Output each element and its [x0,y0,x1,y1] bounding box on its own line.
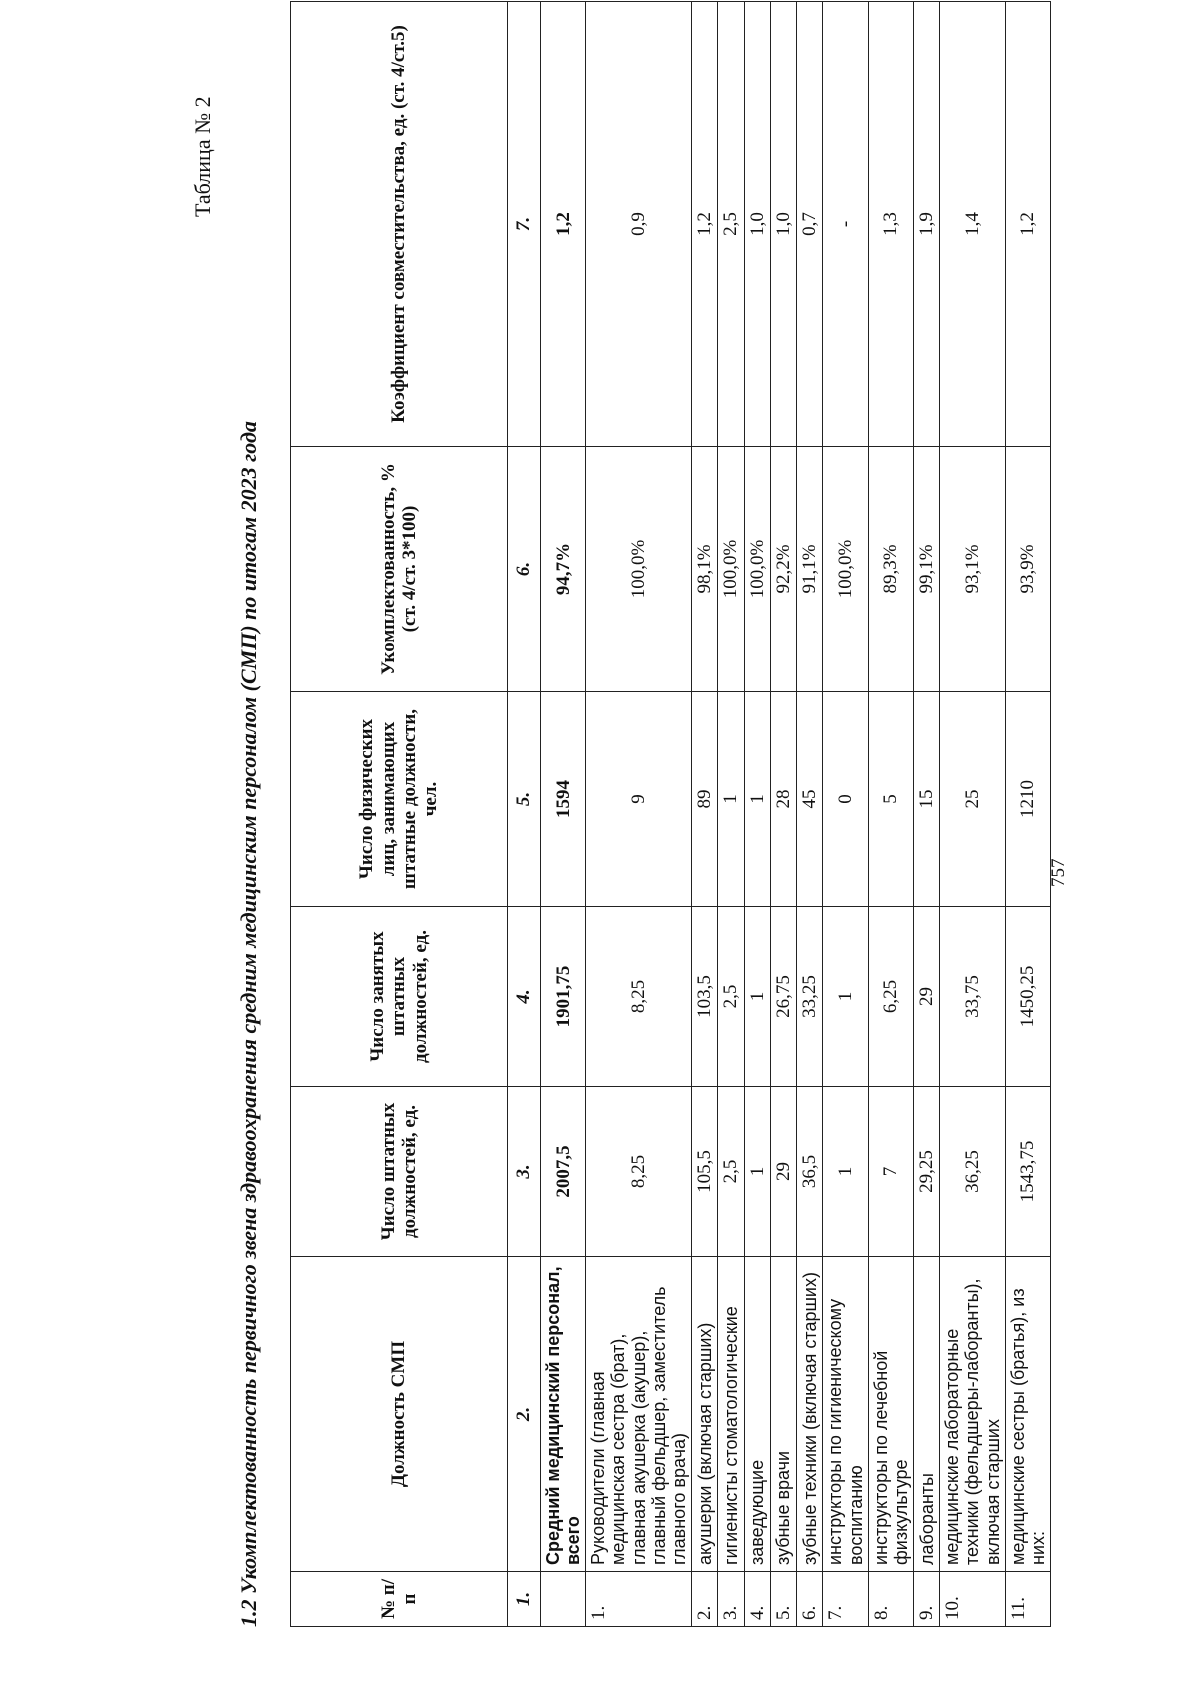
row-position-name: зубные техники (включая старших) [797,1257,823,1572]
row-occupied: 33,75 [940,907,1005,1087]
row-staffing: 99,1% [914,447,940,692]
row-coefficient: 2,5 [718,2,744,447]
row-position-name: гигиенисты стоматологические [718,1257,744,1572]
row-occupied: 26,75 [770,907,796,1087]
table-row [718,2,744,1627]
row-occupied: 33,25 [797,907,823,1087]
row-staff: 1 [744,1087,770,1257]
column-number: 3. [508,1087,541,1257]
column-number: 2. [508,1257,541,1572]
row-staff: 7 [868,1087,913,1257]
table-row [914,2,940,1627]
table-row [770,2,796,1627]
table-row [940,2,1005,1627]
row-staff: 1543,75 [1005,1087,1050,1257]
row-staff: 8,25 [586,1087,692,1257]
staffing-table [290,1,1051,1627]
total-name: Средний медицинский персонал, всего [541,1257,586,1572]
row-num: 10. [940,1572,1005,1627]
row-occupied: 6,25 [868,907,913,1087]
row-position-name: акушерки (включая старших) [692,1257,718,1572]
row-coefficient: 0,9 [586,2,692,447]
table-row [797,2,823,1627]
row-staffing: 93,9% [1005,447,1050,692]
row-num: 3. [718,1572,744,1627]
header-staffing-percent: Укомплектованность, % (ст. 4/ст. 3*100) [291,447,508,692]
table-row [823,2,868,1627]
row-num: 6. [797,1572,823,1627]
row-num: 2. [692,1572,718,1627]
header-position: Должность СМП [291,1257,508,1572]
row-num: 9. [914,1572,940,1627]
row-num: 1. [586,1572,692,1627]
total-coefficient: 1,2 [541,2,586,447]
row-position-name: медицинские лабораторные техники (фельдшеры-лаборанты), включая старших [940,1257,1005,1572]
row-persons: 15 [914,692,940,907]
header-coefficient: Коэффициент совместительства, ед. (ст. 4/ст.5) [291,2,508,447]
row-persons: 1 [744,692,770,907]
table-row [868,2,913,1627]
header-persons: Число физических лиц, занимающих штатные должности, чел. [291,692,508,907]
column-number: 1. [508,1572,541,1627]
row-staffing: 98,1% [692,447,718,692]
column-number-row [508,2,541,1627]
row-staff: 105,5 [692,1087,718,1257]
row-coefficient: 1,2 [692,2,718,447]
row-persons: 1210 [1005,692,1050,907]
row-staffing: 89,3% [868,447,913,692]
row-position-name: медицинские сестры (братья), из них: [1005,1257,1050,1572]
total-staffing: 94,7% [541,447,586,692]
row-staffing: 100,0% [718,447,744,692]
row-occupied: 103,5 [692,907,718,1087]
table-row [1005,2,1050,1627]
row-occupied: 8,25 [586,907,692,1087]
row-persons: 28 [770,692,796,907]
table-number: Таблица № 2 [190,96,215,217]
row-persons: 0 [823,692,868,907]
row-staff: 29 [770,1087,796,1257]
row-persons: 9 [586,692,692,907]
row-num: 4. [744,1572,770,1627]
row-position-name: лаборанты [914,1257,940,1572]
row-num: 5. [770,1572,796,1627]
row-staffing: 91,1% [797,447,823,692]
row-coefficient: 1,2 [1005,2,1050,447]
row-position-name: инструкторы по лечебной физкультуре [868,1257,913,1572]
row-position-name: инструкторы по гигиеническому воспитанию [823,1257,868,1572]
document-title: 1.2 Укомплектованность первичного звена здравоохранения средним медицинским персоналом (СМП) по итогам 2023 года [236,421,261,1627]
table-row [586,2,692,1627]
row-staff: 36,5 [797,1087,823,1257]
column-number: 5. [508,692,541,907]
total-row [541,2,586,1627]
row-occupied: 29 [914,907,940,1087]
total-staff: 2007,5 [541,1087,586,1257]
row-coefficient: 1,3 [868,2,913,447]
row-occupied: 1 [744,907,770,1087]
row-coefficient: 1,9 [914,2,940,447]
row-staffing: 92,2% [770,447,796,692]
row-staff: 29,25 [914,1087,940,1257]
row-staff: 1 [823,1087,868,1257]
row-num: 8. [868,1572,913,1627]
row-staff: 2,5 [718,1087,744,1257]
row-persons: 89 [692,692,718,907]
row-persons: 5 [868,692,913,907]
row-staffing: 100,0% [823,447,868,692]
row-staffing: 100,0% [744,447,770,692]
row-coefficient: 1,0 [770,2,796,447]
total-persons: 1594 [541,692,586,907]
row-coefficient: 1,4 [940,2,1005,447]
row-position-name: Руководители (главная медицинская сестра (брат), главная акушерка (акушер), главный фельдшер, заместитель главного врача) [586,1257,692,1572]
row-occupied: 1 [823,907,868,1087]
row-occupied: 1450,25 [1005,907,1050,1087]
table-row [744,2,770,1627]
total-num [541,1572,586,1627]
column-number: 4. [508,907,541,1087]
row-position-name: заведующие [744,1257,770,1572]
row-coefficient: - [823,2,868,447]
page-number: 757 [1048,858,1069,887]
header-num: № п/п [291,1572,508,1627]
row-occupied: 2,5 [718,907,744,1087]
column-number: 6. [508,447,541,692]
row-coefficient: 1,0 [744,2,770,447]
row-staffing: 93,1% [940,447,1005,692]
row-persons: 25 [940,692,1005,907]
row-staffing: 100,0% [586,447,692,692]
row-num: 11. [1005,1572,1050,1627]
row-position-name: зубные врачи [770,1257,796,1572]
row-coefficient: 0,7 [797,2,823,447]
header-occupied-positions: Число занятых штатных должностей, ед. [291,907,508,1087]
row-staff: 36,25 [940,1087,1005,1257]
row-persons: 1 [718,692,744,907]
total-occupied: 1901,75 [541,907,586,1087]
column-number: 7. [508,2,541,447]
header-row [291,2,508,1627]
row-persons: 45 [797,692,823,907]
row-num: 7. [823,1572,868,1627]
header-staff-positions: Число штатных должностей, ед. [291,1087,508,1257]
table-row [692,2,718,1627]
